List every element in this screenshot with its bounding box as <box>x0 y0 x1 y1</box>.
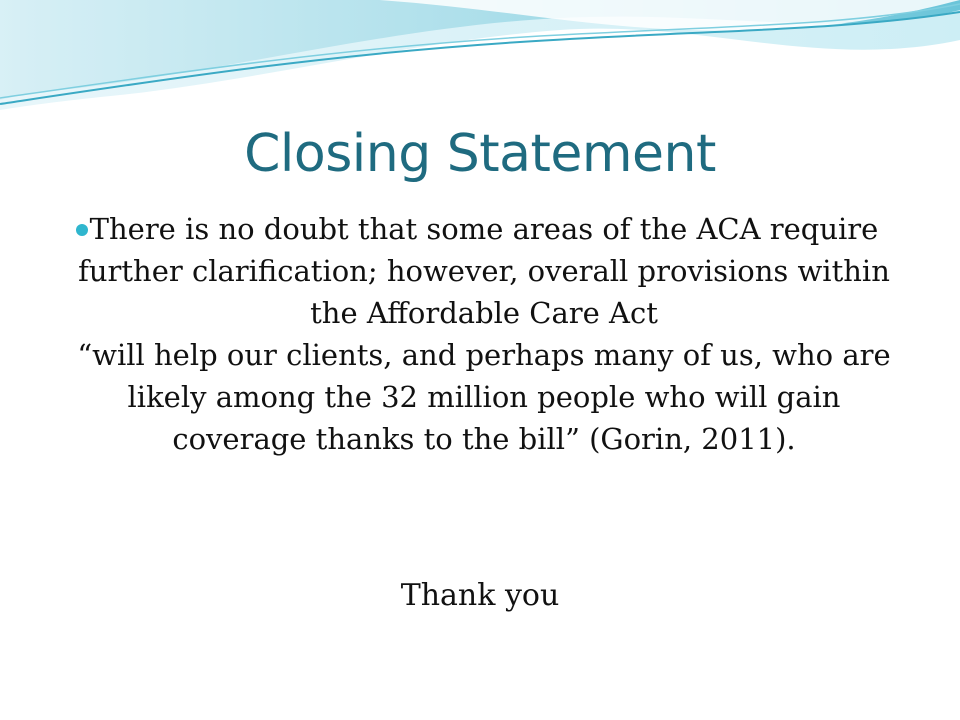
bullet-item <box>64 208 904 334</box>
bullet-dot-icon <box>76 224 88 236</box>
header-wave-decoration <box>0 0 960 120</box>
quote-text: “will help our clients, and perhaps many of us, who are likely among the 32 million people who will gain coverage thanks to the bill” (Gorin, 2011). <box>77 338 891 456</box>
bullet-text: There is no doubt that some areas of the ACA require further clarification; however, overall provisions within the Affordable Care Act <box>78 212 890 330</box>
closing-text: Thank you <box>400 578 560 613</box>
slide-title: Closing Statement <box>244 124 716 184</box>
slide-body <box>64 208 904 460</box>
